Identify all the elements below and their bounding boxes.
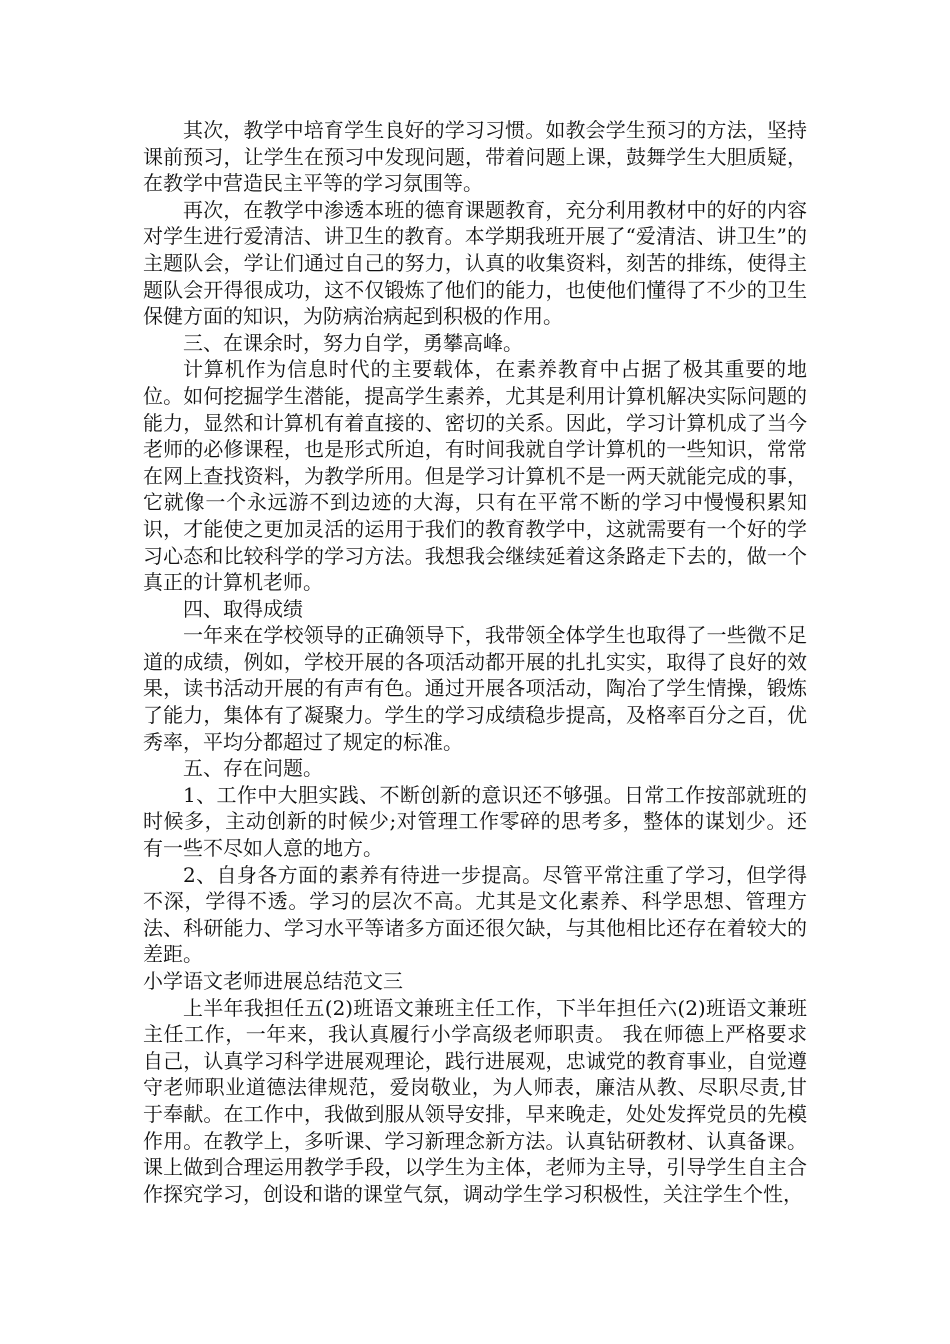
document-page: [143, 117, 807, 1207]
paragraph-problem-1: 1、工作中大胆实践、不断创新的意识还不够强。日常工作按部就班的时候多，主动创新的时候少;对管理工作零碎的思考多，整体的谋划少。还有一些不尽如人意的地方。: [143, 782, 807, 861]
heading-self-study: 三、在课余时，努力自学，勇攀高峰。: [183, 330, 523, 355]
section-title: 小学语文老师进展总结范文三: [143, 969, 403, 993]
heading-achievements: 四、取得成绩: [183, 596, 303, 621]
paragraph-study-habits: 其次，教学中培育学生良好的学习习惯。如教会学生预习的方法，坚持课前预习，让学生在预习中发现问题，带着问题上课，鼓舞学生大胆质疑，在教学中营造民主平等的学习氛围等。: [143, 118, 807, 196]
paragraph-moral-education: 再次，在教学中渗透本班的德育课题教育，充分利用教材中的好的内容对学生进行爱清洁、讲卫生的教育。本学期我班开展了“爱清洁、讲卫生”的主题队会，学让们通过自己的努力，认真的收集资料，刻苦的排练，使得主题队会开得很成功，这不仅锻炼了他们的能力，也使他们懂得了不少的卫生保健方面的知识，为防病治病起到积极的作用。: [143, 197, 807, 329]
paragraph-computer-learning: 计算机作为信息时代的主要载体，在素养教育中占据了极其重要的地位。如何挖掘学生潜能，提高学生素养，尤其是利用计算机解决实际问题的能力，显然和计算机有着直接的、密切的关系。因此，学习计算机成了当今老师的必修课程，也是形式所迫，有时间我就自学计算机的一些知识，常常在网上查找资料，为教学所用。但是学习计算机不是一两天就能完成的事，它就像一个永远游不到边迹的大海，只有在平常不断的学习中慢慢积累知识，才能使之更加灵活的运用于我们的教育教学中，这就需要有一个好的学习心态和比较科学的学习方法。我想我会继续延着这条路走下去的，做一个真正的计算机老师。: [143, 357, 807, 595]
paragraph-problem-2: 2、自身各方面的素养有待进一步提高。尽管平常注重了学习，但学得不深，学得不透。学习的层次不高。尤其是文化素养、科学思想、管理方法、科研能力、学习水平等诸多方面还很欠缺，与其他相比还存在着较大的差距。: [143, 862, 807, 967]
heading-problems: 五、存在问题。: [183, 756, 323, 781]
paragraph-achievements: 一年来在学校领导的正确领导下，我带领全体学生也取得了一些微不足道的成绩，例如，学校开展的各项活动都开展的扎扎实实，取得了良好的效果，读书活动开展的有声有色。通过开展各项活动，陶冶了学生情操，锻炼了能力，集体有了凝聚力。学生的学习成绩稳步提高，及格率百分之百，优秀率，平均分都超过了规定的标准。: [143, 623, 807, 754]
paragraph-year-summary: 上半年我担任五(2)班语文兼班主任工作，下半年担任六(2)班语文兼班主任工作，一年来，我认真履行小学高级老师职责。 我在师德上严格要求自己，认真学习科学进展观理论，践行进展观，忠诚党的教育事业，自觉遵守老师职业道德法律规范，爱岗敬业，为人师表，廉洁从教、尽职尽责,甘于奉献。在工作中，我做到服从领导安排，早来晚走，处处发挥党员的先模作用。在教学上，多听课、学习新理念新方法。认真钻研教材、认真备课。课上做到合理运用教学手段，以学生为主体，老师为主导，引导学生自主合作探究学习，创设和谐的课堂气氛，调动学生学习积极性，关注学生个性，: [143, 995, 807, 1206]
